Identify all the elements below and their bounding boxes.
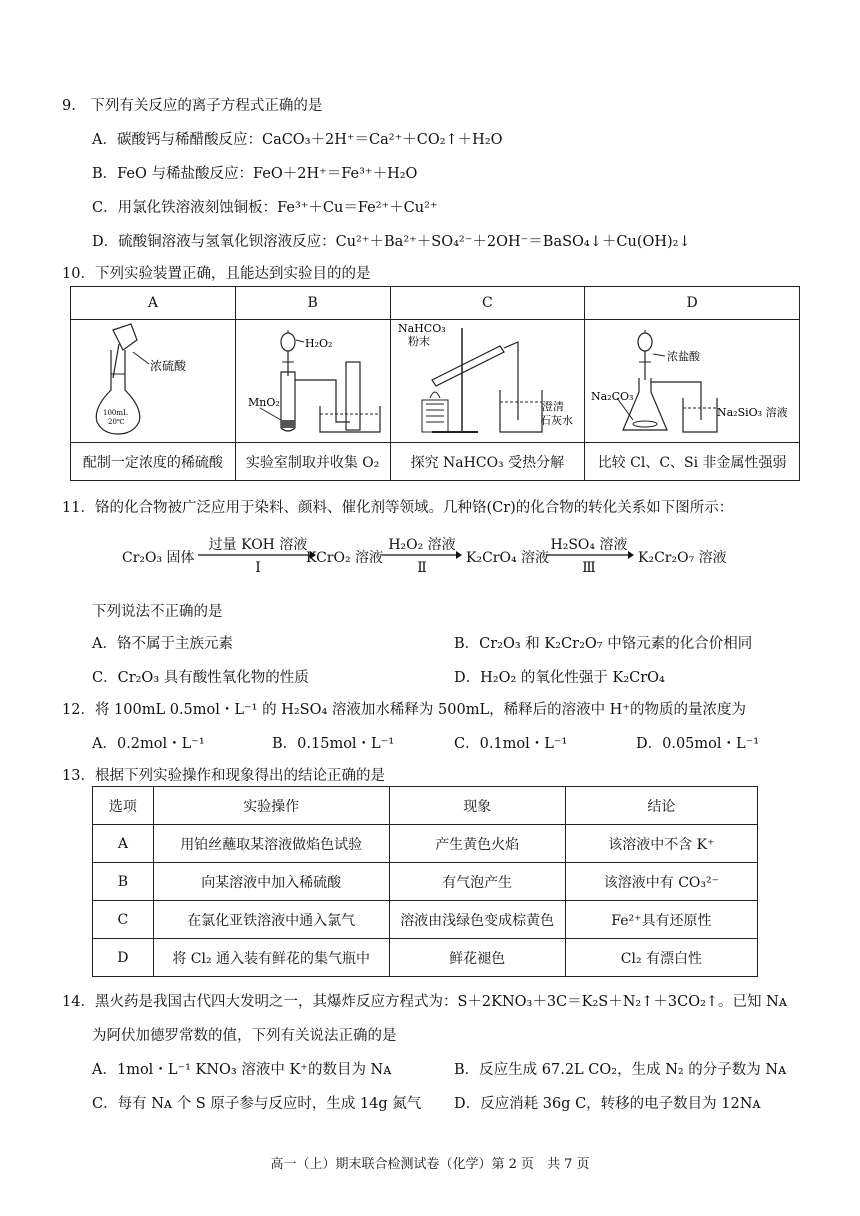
q10-caption-a: 配制一定浓度的稀硫酸 <box>71 443 236 481</box>
q13-header-conclusion: 结论 <box>565 787 757 825</box>
volumetric-flask-figure <box>73 320 233 438</box>
q10-header-b: B <box>235 287 390 320</box>
table-row <box>93 901 758 939</box>
q11-option-d: D．H₂O₂ 的氧化性强于 K₂CrO₄ <box>454 670 665 686</box>
chain-arrow-2-reagent: H₂O₂ 溶液 <box>388 537 456 553</box>
b-h2o2-label: H₂O₂ <box>304 337 333 350</box>
q12-option-c: C．0.1mol・L⁻¹ <box>454 736 568 752</box>
d-hcl-label: 浓盐酸 <box>667 350 701 363</box>
q10-figure-c <box>390 320 585 443</box>
table-row <box>93 863 758 901</box>
q14-option-a: A．1mol・L⁻¹ KNO₃ 溶液中 K⁺的数目为 Nᴀ <box>92 1062 392 1078</box>
q14-option-b: B．反应生成 67.2L CO₂，生成 N₂ 的分子数为 Nᴀ <box>454 1062 787 1078</box>
q14-option-d: D．反应消耗 36g C，转移的电子数目为 12Nᴀ <box>454 1096 761 1112</box>
chain-species-2: KCrO₂ 溶液 <box>306 550 384 566</box>
q10-header-c: C <box>390 287 585 320</box>
chain-species-4: K₂Cr₂O₇ 溶液 <box>638 550 727 566</box>
q10-figure-d <box>585 320 800 443</box>
chain-arrow-3-reagent: H₂SO₄ 溶液 <box>550 537 628 553</box>
q9-stem: 9. 下列有关反应的离子方程式正确的是 <box>62 98 323 114</box>
q13-cell: 鲜花褪色 <box>389 939 565 977</box>
q13-cell: 向某溶液中加入稀硫酸 <box>153 863 389 901</box>
flask-volume-label: 100mL <box>102 409 128 417</box>
q11-stem: 11．铬的化合物被广泛应用于染料、颜料、催化剂等领域。几种铬(Cr)的化合物的转化关系如下图所示： <box>62 500 734 516</box>
q10-caption-d: 比较 Cl、C、Si 非金属性强弱 <box>585 443 800 481</box>
q11-sub-stem: 下列说法不正确的是 <box>92 604 223 620</box>
table-row <box>93 939 758 977</box>
c-lime-label-1: 澄清 <box>542 400 565 413</box>
q9-option-d: D．硫酸铜溶液与氢氧化钡溶液反应：Cu²⁺＋Ba²⁺＋SO₄²⁻＋2OH⁻＝BaSO₄↓＋Cu(OH)₂↓ <box>92 234 691 250</box>
table-row <box>93 825 758 863</box>
q13-cell: A <box>93 825 154 863</box>
q10-figure-a <box>71 320 236 443</box>
flask-temp-label: 20℃ <box>107 418 125 426</box>
q13-cell: Cl₂ 有漂白性 <box>565 939 757 977</box>
q14-option-c: C．每有 Nᴀ 个 S 原子参与反应时，生成 14g 氮气 <box>92 1096 422 1112</box>
b-mno2-label: MnO₂ <box>247 396 280 409</box>
q13-cell: 溶液由浅绿色变成棕黄色 <box>389 901 565 939</box>
q13-cell: 产生黄色火焰 <box>389 825 565 863</box>
q10-stem: 10．下列实验装置正确，且能达到实验目的的是 <box>62 266 371 282</box>
heating-apparatus-figure <box>392 320 582 438</box>
c-nahco3-label-2: 粉末 <box>408 335 431 348</box>
q12-option-d: D．0.05mol・L⁻¹ <box>636 736 760 752</box>
q13-cell: D <box>93 939 154 977</box>
q10-caption-c: 探究 NaHCO₃ 受热分解 <box>390 443 585 481</box>
q14-stem-line2: 为阿伏加德罗常数的值，下列有关说法正确的是 <box>92 1028 397 1044</box>
q12-option-b: B．0.15mol・L⁻¹ <box>272 736 395 752</box>
q13-cell: B <box>93 863 154 901</box>
d-na2co3-label: Na₂CO₃ <box>591 390 634 403</box>
chain-arrow-1-step: Ⅰ <box>255 560 261 576</box>
chain-species-1: Cr₂O₃ 固体 <box>122 550 195 566</box>
q13-header-option: 选项 <box>93 787 154 825</box>
chain-arrow-3-icon <box>546 550 634 560</box>
q13-cell: 将 Cl₂ 通入装有鲜花的集气瓶中 <box>153 939 389 977</box>
q13-cell: 有气泡产生 <box>389 863 565 901</box>
q9-option-b: B．FeO 与稀盐酸反应：FeO＋2H⁺＝Fe³⁺＋H₂O <box>92 166 418 182</box>
oxygen-apparatus-figure <box>238 320 388 438</box>
q13-stem: 13．根据下列实验操作和现象得出的结论正确的是 <box>62 768 385 784</box>
q13-cell: 该溶液中不含 K⁺ <box>565 825 757 863</box>
q10-apparatus-table <box>70 286 800 481</box>
q10-header-a: A <box>71 287 236 320</box>
q9-option-a: A．碳酸钙与稀醋酸反应：CaCO₃＋2H⁺＝Ca²⁺＋CO₂↑＋H₂O <box>92 132 503 148</box>
q11-option-b: B．Cr₂O₃ 和 K₂Cr₂O₇ 中铬元素的化合价相同 <box>454 636 753 652</box>
q9-option-c: C．用氯化铁溶液刻蚀铜板：Fe³⁺＋Cu＝Fe²⁺＋Cu²⁺ <box>92 200 438 216</box>
d-na2sio3-label: Na₂SiO₃ 溶液 <box>717 406 788 419</box>
q10-header-d: D <box>585 287 800 320</box>
c-lime-label-2: 石灰水 <box>540 414 574 427</box>
chain-arrow-1-reagent: 过量 KOH 溶液 <box>208 537 308 553</box>
q13-header-phenomenon: 现象 <box>389 787 565 825</box>
nonmetal-apparatus-figure <box>587 320 797 438</box>
q13-cell: 用铂丝蘸取某溶液做焰色试验 <box>153 825 389 863</box>
a-acid-label: 浓硫酸 <box>149 359 186 373</box>
q11-option-c: C．Cr₂O₃ 具有酸性氧化物的性质 <box>92 670 309 686</box>
q10-figure-b <box>235 320 390 443</box>
q13-cell: 在氯化亚铁溶液中通入氯气 <box>153 901 389 939</box>
chain-arrow-2-step: Ⅱ <box>417 560 427 576</box>
chain-species-3: K₂CrO₄ 溶液 <box>466 550 550 566</box>
chain-arrow-1-icon <box>198 550 316 560</box>
q13-results-table <box>92 786 758 977</box>
c-nahco3-label-1: NaHCO₃ <box>398 322 446 335</box>
q12-stem: 12．将 100mL 0.5mol・L⁻¹ 的 H₂SO₄ 溶液加水稀释为 500mL，稀释后的溶液中 H⁺的物质的量浓度为 <box>62 702 746 718</box>
q13-cell: Fe²⁺具有还原性 <box>565 901 757 939</box>
page-footer: 高一（上）期末联合检测试卷（化学）第 2 页 共 7 页 <box>270 1157 590 1172</box>
chain-arrow-3-step: Ⅲ <box>582 560 596 576</box>
chain-arrow-2-icon <box>382 550 462 560</box>
q14-stem-line1: 14．黑火药是我国古代四大发明之一，其爆炸反应方程式为：S＋2KNO₃＋3C＝K₂S＋N₂↑＋3CO₂↑。已知 Nᴀ <box>62 994 788 1010</box>
q10-caption-b: 实验室制取并收集 O₂ <box>235 443 390 481</box>
q13-cell: 该溶液中有 CO₃²⁻ <box>565 863 757 901</box>
q13-cell: C <box>93 901 154 939</box>
q11-conversion-chain <box>122 534 762 578</box>
q12-option-a: A．0.2mol・L⁻¹ <box>92 736 205 752</box>
q11-option-a: A．铬不属于主族元素 <box>92 636 233 652</box>
q13-header-operation: 实验操作 <box>153 787 389 825</box>
